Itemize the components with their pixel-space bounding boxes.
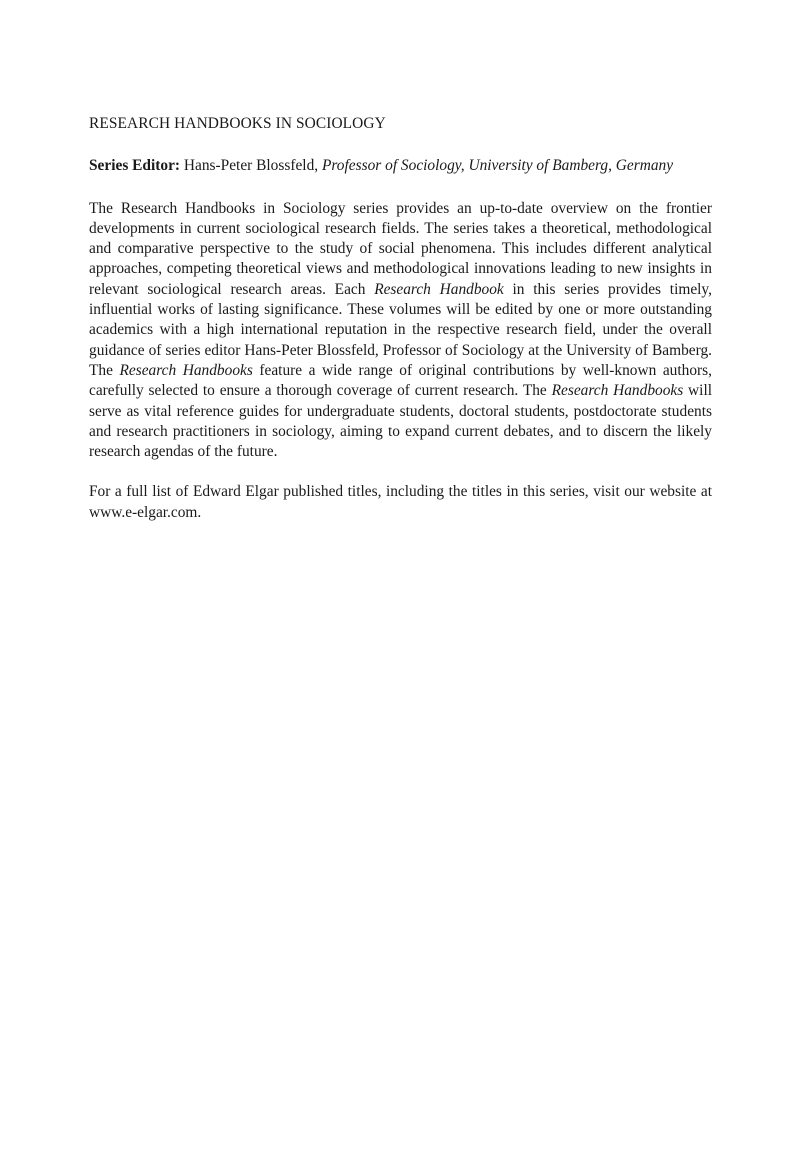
description-italic-2: Research Handbooks xyxy=(119,361,253,379)
description-text-4: will serve as vital reference guides for undergraduate students, doctoral students, postdoctorate students and research practitioners in sociology, aiming to expand current debates, and to discern the likely research agendas of the future. xyxy=(89,382,713,461)
description-italic-1: Research Handbook xyxy=(374,280,504,298)
series-editor-name: Hans-Peter Blossfeld, xyxy=(183,157,319,175)
description-text-2: in this series provides timely, influential works of lasting significance. These volumes will be edited by one or more outstanding academics with a high international reputation in the respective research field, under the overall guidance of series editor Hans-Peter Blossfeld, Professor of Sociology at the University of Bamberg. The xyxy=(89,280,712,379)
series-editor-label: Series Editor: xyxy=(89,157,181,175)
description-text-3: feature a wide range of original contributions by well-known authors, carefully selected to ensure a thorough coverage of current research. The xyxy=(89,361,712,400)
publisher-info: For a full list of Edward Elgar published titles, including the titles in this series, visit our website at www.e-elgar.com. xyxy=(89,483,712,521)
description-italic-3: Research Handbooks xyxy=(551,382,684,400)
description-text-1: The Research Handbooks in Sociology series provides an up-to-date overview on the frontier developments in current sociological research fields. The series takes a theoretical, methodological and comparative perspective to the study of social phenomena. This includes different analytical approaches, competing theoretical views and methodological innovations leading to new insights in relevant sociological research areas. Each xyxy=(89,199,712,298)
series-title: RESEARCH HANDBOOKS IN SOCIOLOGY xyxy=(89,115,386,132)
series-description xyxy=(89,199,712,463)
series-editor-affiliation: Professor of Sociology, University of Bamberg, Germany xyxy=(321,157,674,175)
page-content xyxy=(89,114,712,523)
series-editor xyxy=(89,156,712,176)
